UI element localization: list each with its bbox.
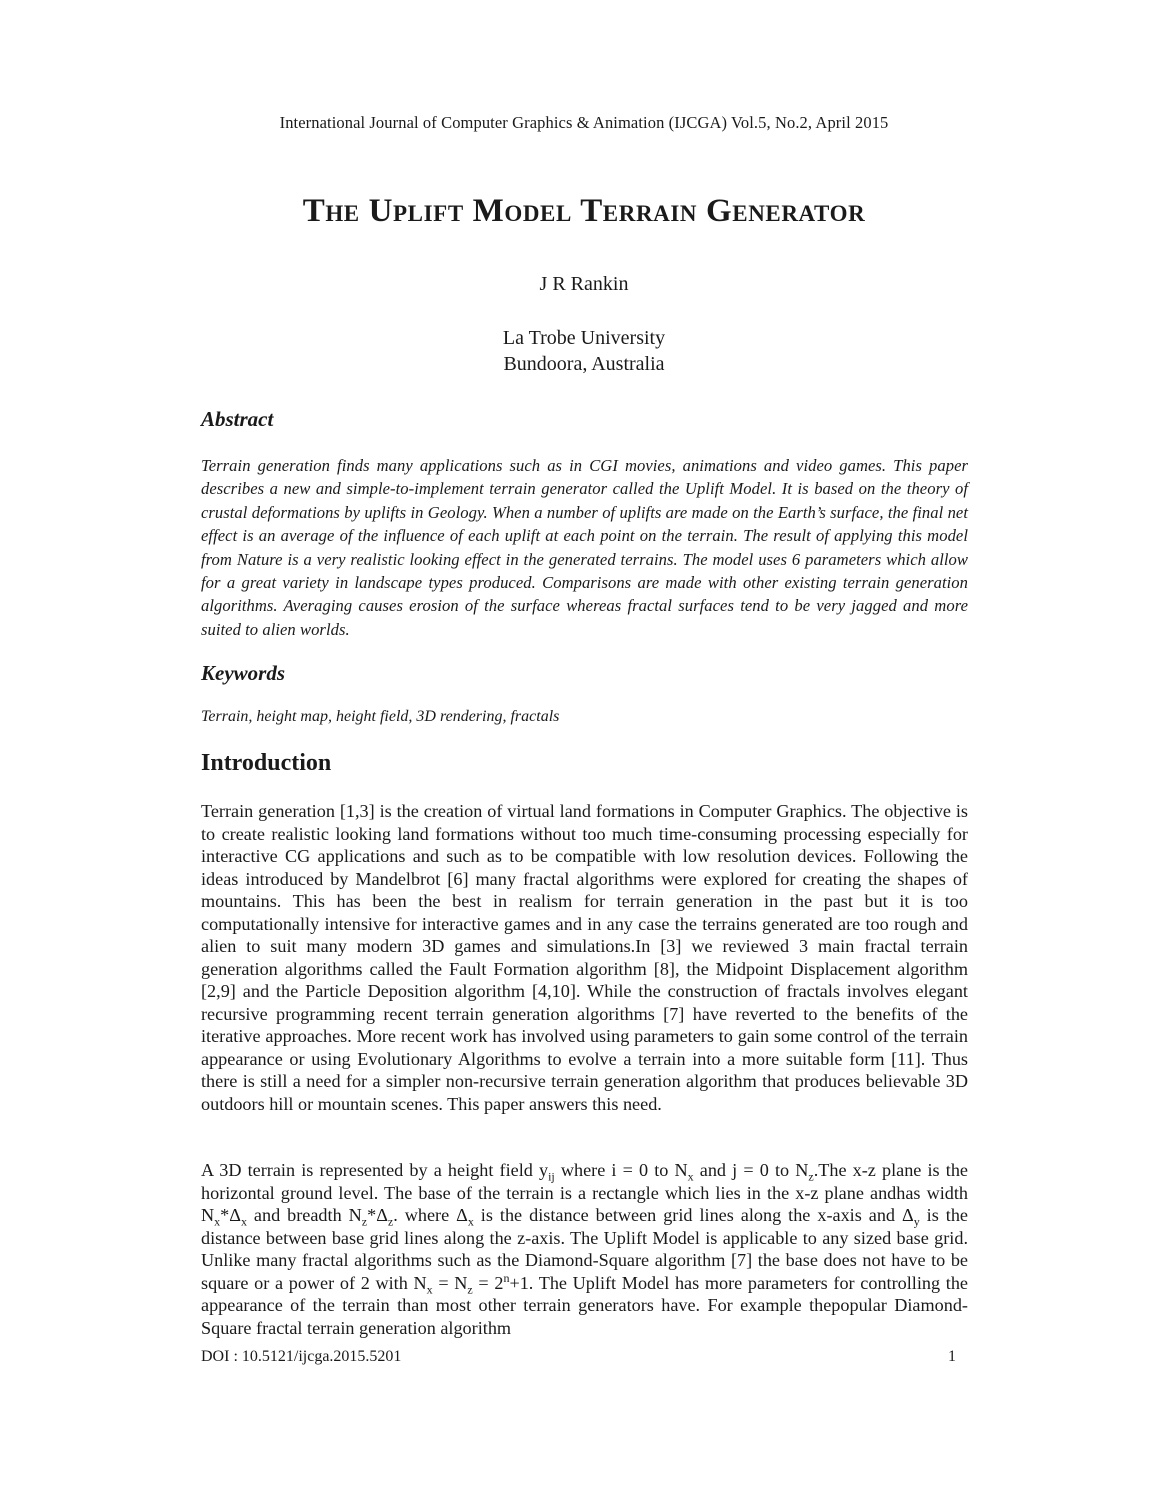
abstract-heading: Abstract [201, 407, 274, 431]
affiliation-location: Bundoora, Australia [503, 353, 665, 375]
keywords-heading: Keywords [201, 661, 285, 685]
introduction-paragraph-1: Terrain generation [1,3] is the creation of virtual land formations in Computer Graphics. The objective is to create realistic looking land formations without too much time-consuming processing especially for interactive CG applications and such as to be compatible with low resolution devices. Following the ideas introduced by Mandelbrot [6] many fractal algorithms were explored for creating the shapes of mountains. This has been the best in realism for terrain generation in the past but it is too computationally intensive for interactive games and in any case the terrains generated are too rough and alien to suit many modern 3D games and simulations.In [3] we reviewed 3 main fractal terrain generation algorithms called the Fault Formation algorithm [8], the Midpoint Displacement algorithm [2,9] and the Particle Deposition algorithm [4,10]. While the construction of fractals involves elegant recursive programming recent terrain generation algorithms [7] have reverted to the benefits of the iterative approaches. More recent work has involved using parameters to gain some control of the terrain appearance or using Evolutionary Algorithms to evolve a terrain into a more suitable form [11]. Thus there is still a need for a simpler non-recursive terrain generation algorithm that produces believable 3D outdoors hill or mountain scenes. This paper answers this need. [201, 801, 968, 1114]
page-number: 1 [948, 1348, 956, 1365]
author-name: J R Rankin [539, 273, 629, 295]
introduction-heading: Introduction [201, 750, 332, 776]
abstract-text: Terrain generation finds many applications such as in CGI movies, animations and video games. This paper describes a new and simple-to-implement terrain generator called the Uplift Model. It is based on the theory of crustal deformations by uplifts in Geology. When a number of uplifts are made on the Earth’s surface, the final net effect is an average of the influence of each uplift at each point on the terrain. The result of applying this model from Nature is a very realistic looking effect in the generated terrains. The model uses 6 parameters which allow for a great variety in landscape types produced. Comparisons are made with other existing terrain generation algorithms. Averaging causes erosion of the surface whereas fractal surfaces tend to be very jagged and more suited to alien worlds. [201, 456, 968, 639]
affiliation-institution: La Trobe University [502, 327, 666, 349]
doi-link[interactable]: DOI : 10.5121/ijcga.2015.5201 [201, 1348, 402, 1365]
keywords-text: Terrain, height map, height field, 3D rendering, fractals [201, 708, 560, 725]
introduction-paragraph-2: A 3D terrain is represented by a height field $y_{ij}$ where i = 0 to $N_x$ and j = 0 to $N_z.The$ x-z plane is the horizontal ground level. The base of the terrain is a rectangle which lies in the x-z plane andhas width $N_x*\Delta_x$ and breadth $N_z*\Delta_z$. where $\Delta_x$ is the distance between grid lines along the x-axis and $\Delta_y$ is the distance between base grid lines along the z-axis. The Uplift Model is applicable to any sized base grid. Unlike many fractal algorithms such as the Diamond-Square algorithm [7] the base does not have to be square or a power of 2 with $N_x = N_z = 2^n+1$. The Uplift Model has more parameters for controlling the appearance of the terrain than most other terrain generators have. For example thepopular Diamond-Square fractal terrain generation algorithm [201, 1160, 968, 1338]
running-header: International Journal of Computer Graphics & Animation (IJCGA) Vol.5, No.2, April 2015 [279, 113, 889, 132]
paper-title: The Uplift Model Terrain Generator [302, 193, 866, 229]
affiliation [0, 325, 1156, 377]
